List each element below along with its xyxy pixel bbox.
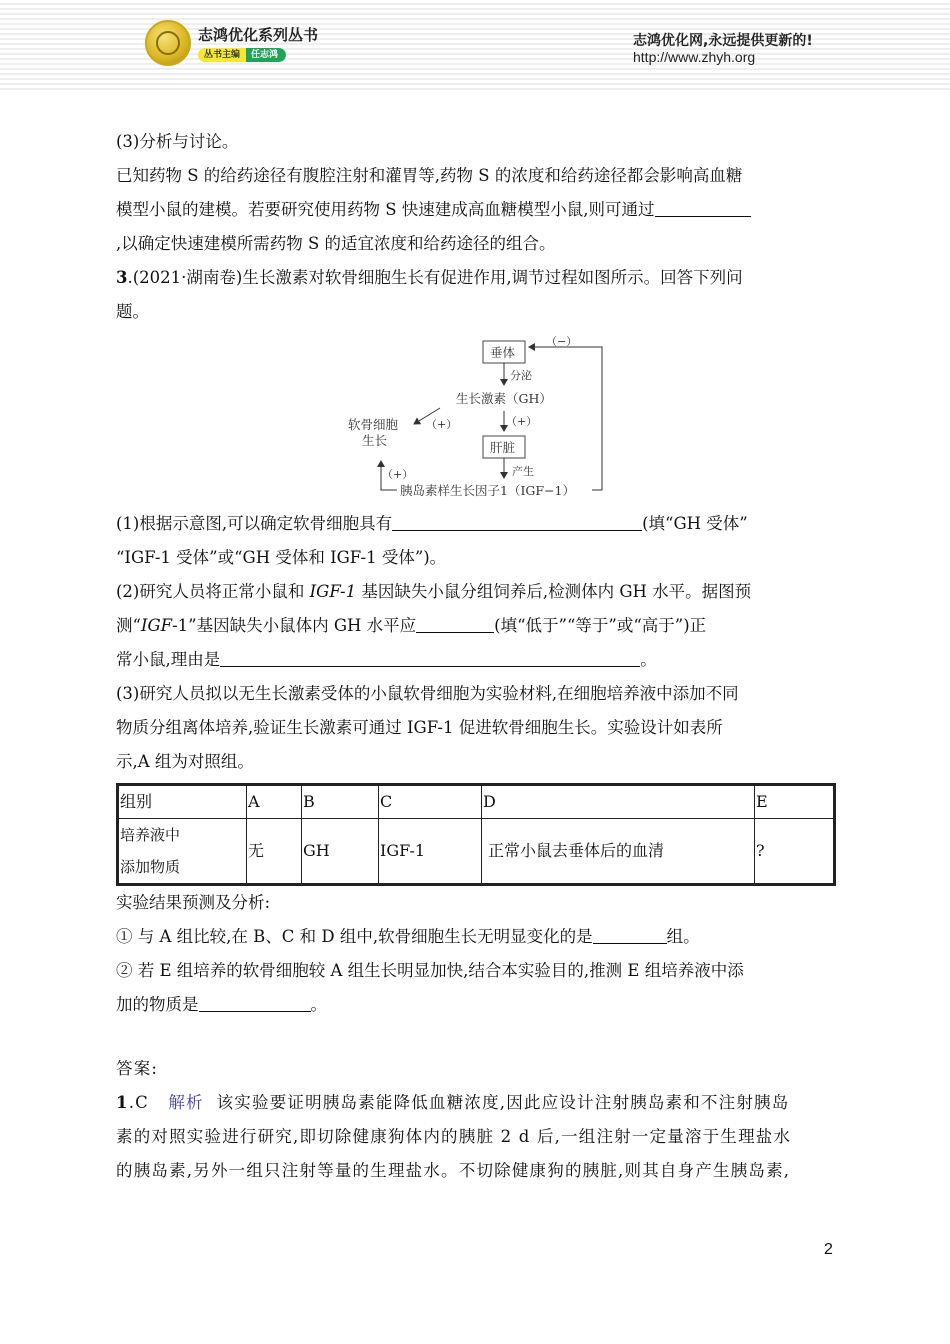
table-cell: E	[755, 785, 835, 819]
brand-title: 志鸿优化系列丛书	[198, 26, 319, 44]
table-cell: 组别	[118, 785, 247, 819]
answers-section	[116, 1052, 836, 1188]
paragraph-line: ,以确定快速建模所需药物 S 的适宜浓度和给药途径的组合。	[116, 234, 556, 253]
diagram-gh: 生长激素（GH）	[456, 391, 552, 406]
brand-editor-pill	[198, 48, 286, 62]
table-cell: D	[482, 785, 755, 819]
text: 测“	[116, 616, 141, 635]
table-row-label	[118, 819, 247, 885]
text: 。	[310, 995, 327, 1014]
subquestion-3: (3)研究人员拟以无生长激素受体的小鼠软骨细胞为实验材料,在细胞培养液中添加不同	[116, 684, 739, 703]
diagram-liver: 肝脏	[490, 440, 516, 455]
analysis-item-2: ② 若 E 组培养的软骨细胞较 A 组生长明显加快,结合本实验目的,推测 E 组培养液中添	[116, 961, 744, 980]
question-source: .(2021·湖南卷)	[127, 268, 243, 287]
document-body	[116, 125, 836, 1188]
table-cell: B	[302, 785, 379, 819]
paragraph-line	[116, 193, 836, 227]
gene-name: IGF-1	[309, 582, 357, 601]
experiment-table	[116, 783, 836, 886]
table-header-row	[118, 785, 835, 819]
diagram-produce: 产生	[512, 465, 534, 478]
table-row	[118, 819, 835, 885]
answer-line: 素的对照实验进行研究,即切除健康狗体内的胰脏 2 d 后,一组注射一定量溶于生理盐水	[116, 1127, 792, 1146]
table-cell: 无	[247, 819, 302, 885]
answer-blank	[392, 508, 642, 531]
label-line: 添加物质	[120, 858, 181, 876]
section-heading: (3)分析与讨论。	[116, 132, 239, 151]
answer-blank	[220, 644, 640, 667]
question-number: 3	[116, 268, 128, 287]
subquestion-2	[116, 575, 836, 609]
text: 常小鼠,理由是	[116, 650, 221, 669]
diagram-svg	[116, 333, 836, 503]
subquestion-2-cont	[116, 643, 836, 677]
text: 模型小鼠的建模。若要研究使用药物 S 快速建成高血糖模型小鼠,则可通过	[116, 200, 655, 219]
table-cell: GH	[302, 819, 379, 885]
gene-name: IGF	[140, 616, 173, 635]
diagram-neg-feedback: （−）	[546, 335, 578, 348]
editor-name: 任志鸿	[246, 48, 286, 62]
answer-blank	[593, 921, 667, 944]
diagram-igf: 胰岛素样生长因子1（IGF−1）	[400, 483, 575, 498]
subquestion-3-cont: 物质分组离体培养,验证生长激素可通过 IGF-1 促进软骨细胞生长。实验设计如表所	[116, 718, 723, 737]
site-slogan: 志鸿优化网,永远提供更新的!	[633, 33, 813, 49]
text: 组。	[666, 927, 700, 946]
diagram-pos-liver: （+）	[506, 415, 538, 428]
diagram-pos-igf: （+）	[382, 468, 414, 481]
page-header	[0, 0, 950, 90]
subquestion-2-cont	[116, 609, 836, 643]
text: 基因缺失小鼠分组饲养后,检测体内 GH 水平。据图预	[356, 582, 752, 601]
diagram-cartilage-2: 生长	[362, 433, 388, 448]
diagram-pos-cartilage: （+）	[426, 418, 458, 431]
analysis-label: 解析	[168, 1093, 204, 1112]
subquestion-1	[116, 507, 836, 541]
text: 。	[640, 650, 657, 669]
diagram-cartilage-1: 软骨细胞	[348, 417, 399, 432]
text: -1”基因缺失小鼠体内 GH 水平应	[172, 616, 417, 635]
table-cell: C	[379, 785, 482, 819]
table-cell: A	[247, 785, 302, 819]
answers-heading: 答案:	[116, 1059, 159, 1078]
answer-blank	[199, 989, 311, 1012]
regulation-diagram	[116, 333, 836, 503]
page-number: 2	[824, 1241, 833, 1258]
text: (2)研究人员将正常小鼠和	[116, 582, 310, 601]
table-cell: IGF-1	[379, 819, 482, 885]
analysis-heading: 实验结果预测及分析:	[116, 893, 271, 912]
text: 该实验要证明胰岛素能降低血糖浓度,因此应设计注射胰岛素和不注射胰岛	[216, 1093, 790, 1112]
analysis-item-2-cont	[116, 988, 836, 1022]
paragraph-line: 已知药物 S 的给药途径有腹腔注射和灌胃等,药物 S 的浓度和给药途径都会影响高血糖	[116, 166, 743, 185]
answer-blank	[655, 194, 751, 217]
question-stem-cont: 题。	[116, 302, 149, 321]
label-line: 培养液中	[120, 826, 181, 844]
answer-item-1	[116, 1086, 836, 1120]
logo-medal-icon	[145, 20, 191, 66]
stem-text: 生长激素对软骨细胞生长有促进作用,调节过程如图所示。回答下列问	[242, 268, 743, 287]
spacer	[116, 1022, 836, 1052]
text: 加的物质是	[116, 995, 199, 1014]
analysis-item-1	[116, 920, 836, 954]
site-url: http://www.zhyh.org	[633, 49, 756, 65]
answer-line: 的胰岛素,另外一组只注射等量的生理盐水。不切除健康狗的胰脏,则其自身产生胰岛素,	[116, 1161, 791, 1180]
answer-blank	[416, 610, 494, 633]
diagram-pituitary: 垂体	[490, 345, 516, 360]
subquestion-1-cont: “IGF-1 受体”或“GH 受体和 IGF-1 受体”)。	[116, 548, 447, 567]
text: (填“GH 受体”	[642, 514, 748, 533]
text: ① 与 A 组比较,在 B、C 和 D 组中,软骨细胞生长无明显变化的是	[116, 927, 593, 946]
answer-choice: .C	[128, 1093, 149, 1112]
table-cell: 正常小鼠去垂体后的血清	[482, 819, 755, 885]
editor-label: 丛书主编	[198, 48, 246, 62]
question-stem	[116, 261, 836, 295]
text: (1)根据示意图,可以确定软骨细胞具有	[116, 514, 393, 533]
text: (填“低于”“等于”或“高于”)正	[494, 616, 707, 635]
diagram-secrete: 分泌	[510, 369, 532, 382]
answer-number: 1	[116, 1093, 129, 1112]
table-cell: ?	[755, 819, 835, 885]
subquestion-3-cont: 示,A 组为对照组。	[116, 752, 254, 771]
